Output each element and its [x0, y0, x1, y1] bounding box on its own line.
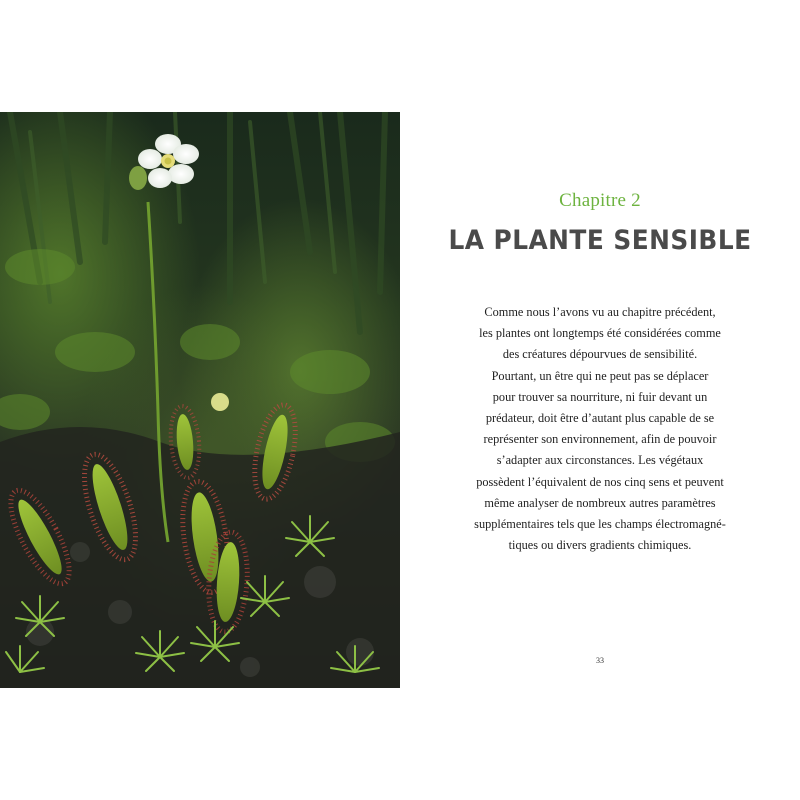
- chapter-label: Chapitre 2: [559, 190, 641, 211]
- body-line: pour trouver sa nourriture, ni fuir devant un: [492, 389, 708, 404]
- body-line: Pourtant, un être qui ne peut pas se déplacer: [491, 368, 709, 383]
- body-line: tiques ou divers gradients chimiques.: [508, 538, 692, 553]
- body-line: même analyser de nombreux autres paramètres: [484, 495, 716, 510]
- text-page: [400, 112, 800, 688]
- body-line: représenter son environnement, afin de pouvoir: [483, 432, 717, 447]
- body-line: les plantes ont longtemps été considérées comme: [479, 326, 721, 341]
- drosera-plant-photo: [0, 112, 400, 688]
- body-line: des créatures dépourvues de sensibilité.: [502, 347, 698, 362]
- body-line: possèdent l’équivalent de nos cinq sens et peuvent: [476, 474, 724, 489]
- page-number: 33: [596, 656, 604, 665]
- chapter-title: LA PLANTE SENSIBLE: [448, 225, 752, 256]
- body-line: s’adapter aux circonstances. Les végétaux: [496, 453, 704, 468]
- body-line: supplémentaires tels que les champs électromagné-: [474, 517, 726, 532]
- body-line: Comme nous l’avons vu au chapitre précédent,: [484, 305, 716, 319]
- body-line: prédateur, doit être d’autant plus capable de se: [485, 411, 715, 426]
- body-paragraph: [450, 302, 750, 556]
